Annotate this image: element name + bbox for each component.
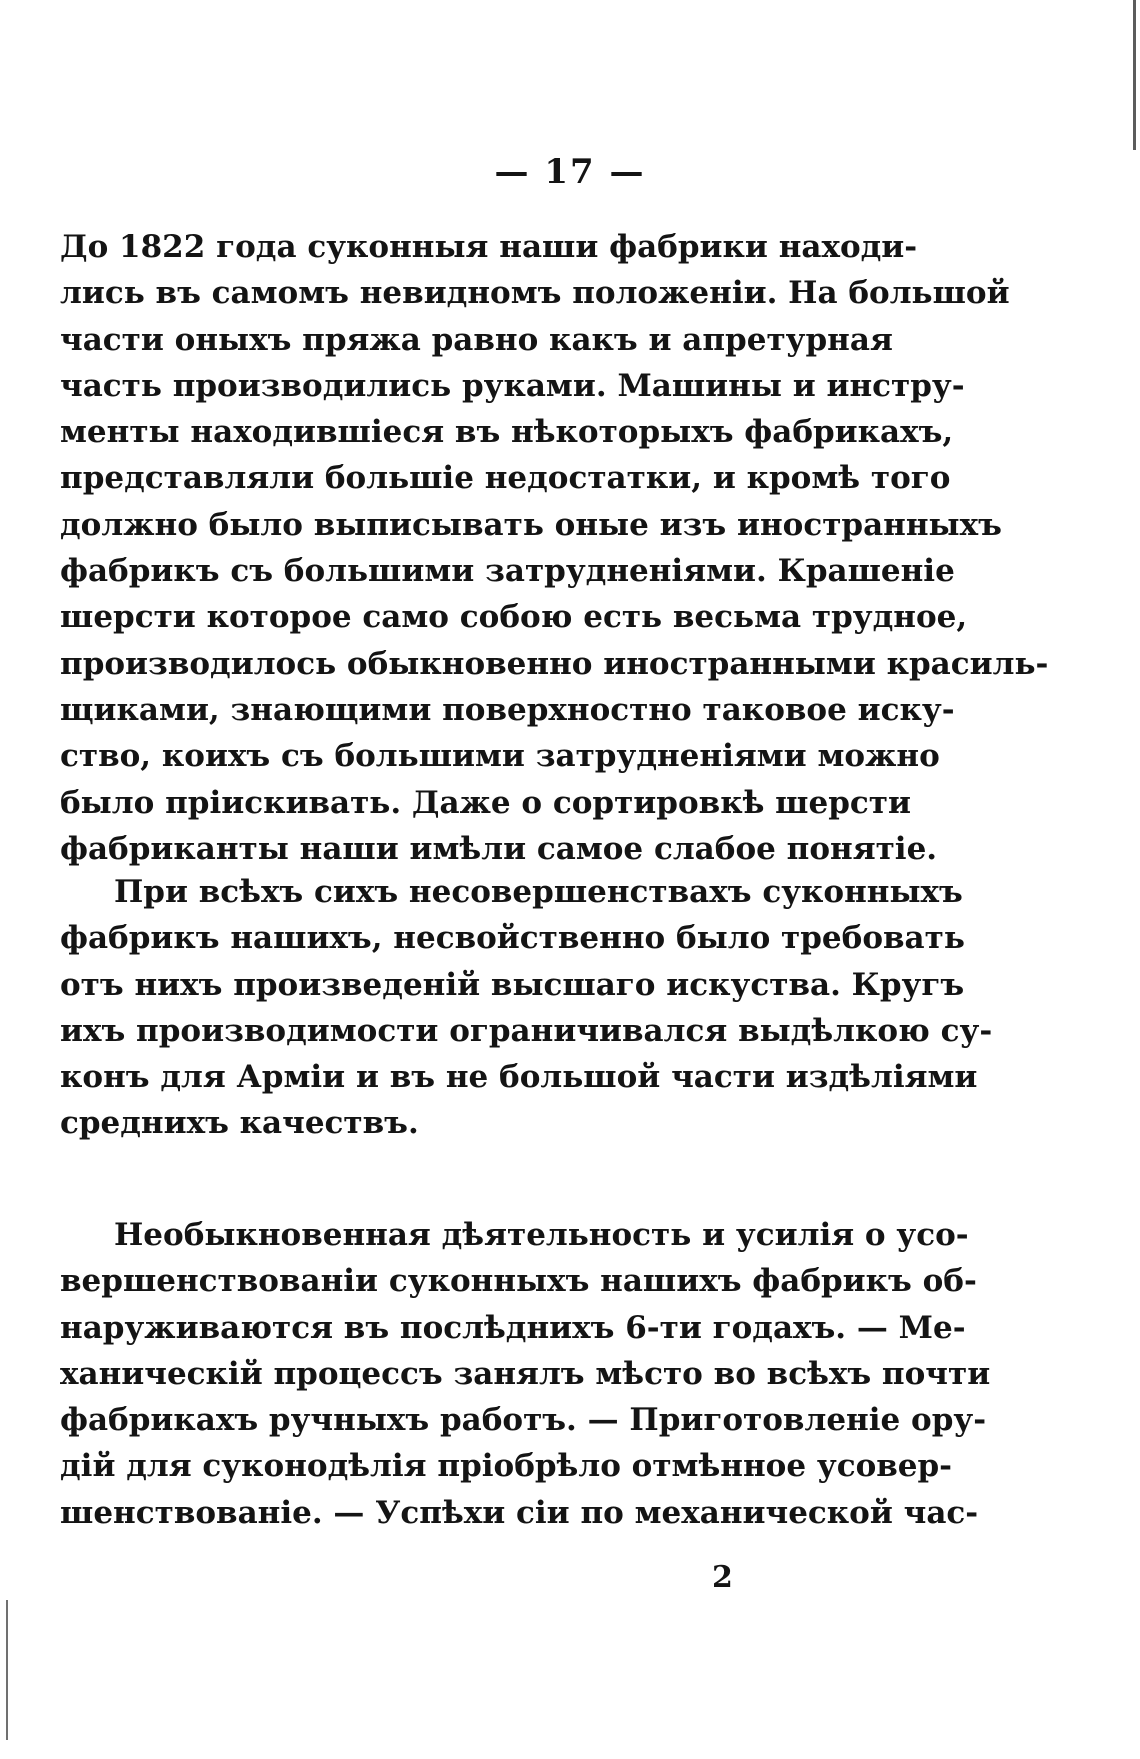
text-line: ство, коихъ съ большими затрудненіями можно [60, 738, 940, 775]
text-line: конъ для Арміи и въ не большой части издѣліями [60, 1059, 978, 1096]
paragraph-1 [60, 224, 1049, 872]
text-line: лись въ самомъ невидномъ положеніи. На большой [60, 275, 1010, 312]
text-line: было пріискивать. Даже о сортировкѣ шерсти [60, 784, 911, 821]
text-line: щиками, знающими поверхностно таковое иску- [60, 691, 955, 728]
text-line: До 1822 года суконныя наши фабрики находи- [60, 229, 918, 265]
text-line: фабрикъ нашихъ, несвойственно было требовать [60, 920, 965, 957]
text-line: должно было выписывать оные изъ иностранныхъ [60, 506, 1002, 543]
text-line: Необыкновенная дѣятельность и усилія о усо- [114, 1217, 969, 1253]
text-line: При всѣхъ сихъ несовершенствахъ суконныхъ [114, 874, 963, 910]
text-line: фабрикъ съ большими затрудненіями. Крашеніе [60, 553, 955, 590]
text-line: шерсти которое само собою есть весьма трудное, [60, 599, 968, 636]
text-line: фабриканты наши имѣли самое слабое понятіе. [60, 830, 938, 867]
text-line: вершенствованіи суконныхъ нашихъ фабрикъ об- [60, 1263, 977, 1300]
text-line: часть производились руками. Машины и инстру- [60, 367, 965, 404]
text-line: менты находившіеся въ нѣкоторыхъ фабрикахъ, [60, 414, 954, 451]
text-line: ханическій процессъ занялъ мѣсто во всѣхъ почти [60, 1355, 991, 1392]
text-line: производилось обыкновенно иностранными красиль- [60, 645, 1049, 682]
text-line: части оныхъ пряжа равно какъ и апретурная [60, 321, 893, 358]
text-line: представляли большіе недостатки, и кромѣ того [60, 460, 951, 497]
paragraph-2 [60, 869, 993, 1147]
text-line: ихъ производимости ограничивался выдѣлкою су- [60, 1012, 993, 1049]
text-line: среднихъ качествъ. [60, 1105, 419, 1142]
paragraph-3 [60, 1212, 991, 1536]
text-line: отъ нихъ произведеній высшаго искуства. Кругъ [60, 966, 965, 1003]
signature-mark: 2 [712, 1560, 733, 1595]
scan-edge-line [1133, 0, 1136, 150]
text-line: шенствованіе. — Успѣхи сіи по механической час- [60, 1494, 979, 1531]
text-line: наруживаются въ послѣднихъ 6-ти годахъ. — Ме- [60, 1309, 966, 1346]
text-line: фабрикахъ ручныхъ работъ. — Приготовленіе ору- [60, 1402, 987, 1439]
page-number: — 17 — [494, 152, 646, 192]
text-line: дій для суконодѣлія пріобрѣло отмѣнное усовер- [60, 1448, 953, 1485]
scan-edge-line [6, 1600, 8, 1740]
